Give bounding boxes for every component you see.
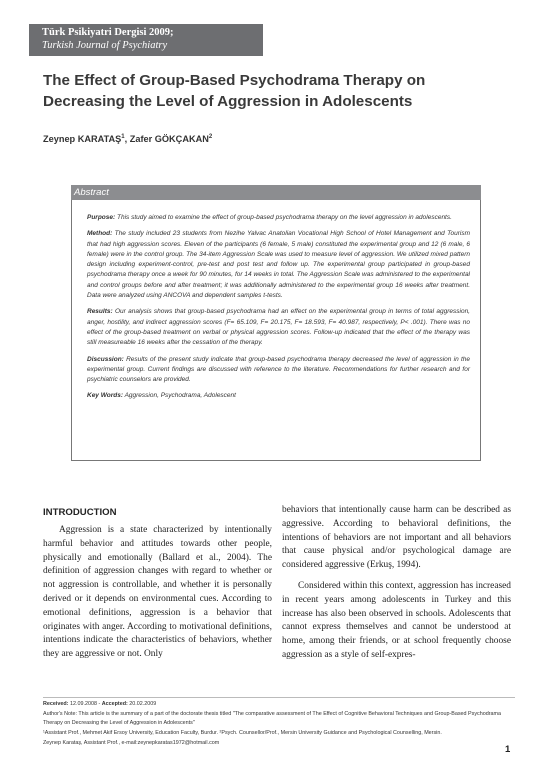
journal-name-en: Turkish Journal of Psychiatry bbox=[42, 40, 168, 51]
author-affiliation-mark: 1 bbox=[121, 134, 125, 140]
abstract-label: Discussion: bbox=[87, 355, 124, 363]
received-date: 12.09.2008 - bbox=[68, 701, 102, 707]
accepted-date: 20.02.2009 bbox=[127, 701, 157, 707]
author-line bbox=[43, 134, 212, 144]
author-name: Zafer GÖKÇAKAN bbox=[129, 134, 209, 145]
abstract-method bbox=[87, 229, 470, 301]
body-paragraph: Aggression is a state characterized by intentionally harmful behavior and attitudes towards other people, physically and emotionally (Ballard et al., 2004). The definition of aggression changes with regard to whether or not aggression is controllable, and whether it is personally derived or it depends on environmental cues. According to emotional definitions, aggression is a behavior that originates with anger. According to motivational definitions, intentions indicate the characteristics of behaviors, whether they are aggressive or not. Only bbox=[43, 525, 272, 660]
contact-line: Zeynep Karataş, Assistant Prof., e-mail:zeynepkaratas1972@hotmail.com bbox=[43, 739, 220, 746]
abstract-text: Our analysis shows that group-based psychodrama had an effect on the experimental group in terms of total aggression, anger, hostility, and indirect aggression scores (F= 65.109, F= 20.175, F= 18.593, F= 40.987, respectively, P< .001). There was no effect of the group-based treatment on verbal or physical aggression scores. Follow-up indicated that the effect of the therapy was still measureable 16 weeks after the cessation of the therapy. bbox=[87, 308, 470, 347]
page-number: 1 bbox=[505, 744, 511, 755]
section-heading: INTRODUCTION bbox=[43, 507, 117, 518]
abstract-text: The study included 23 students from Nezihe Yalvac Anatolian Vocational High School of Hotel Management and Tourism that had high aggression scores. Eleven of the participants (6 female, 5 male) constituted the experimental group and 12 (6 male, 6 female) were in the control group. The 34-item Aggression Scale was used to measure level of aggression. We utilized mixed pattern design including experiment-control, pre-test and post test and follow up. The experimental group participated in group-based psychodrama therapy once a week for 90 minutes, for 14 weeks in total. The Aggression Scale was administered to the experimental and control groups before and after treatment; it was additionally administered to the experimental group 16 weeks after treatment. Data were analyzed using ANCOVA and dependent samples t-tests. bbox=[87, 230, 470, 300]
affiliations: ¹Assistant Prof., Mehmet Akif Ersoy University, Education Faculty, Burdur. ²Psych. Counsellor/Prof., Mersin University Guidance and Psychological Counselling, Mersin. bbox=[43, 729, 442, 736]
journal-name-tr: Türk Psikiyatri Dergisi 2009; bbox=[42, 27, 174, 38]
received-label: Received: bbox=[43, 701, 69, 707]
abstract-label: Method: bbox=[87, 230, 113, 238]
left-column bbox=[43, 506, 272, 662]
abstract-text: This study aimed to examine the effect of group-based psychodrama therapy on the level aggression in adolescents. bbox=[115, 214, 452, 221]
body-paragraph: behaviors that intentionally cause harm can be described as aggressive. According to behavioral definitions, the intentions of behaviors are not important and all behaviors that cause physical and/or psychological damage are considered aggressive (Erkuş, 1994). bbox=[282, 505, 511, 571]
received-accepted-line bbox=[43, 700, 515, 709]
abstract-label: Results: bbox=[87, 308, 113, 316]
abstract-discussion bbox=[87, 355, 470, 386]
abstract-heading: Abstract bbox=[71, 185, 481, 200]
abstract-label: Key Words: bbox=[87, 392, 123, 400]
accepted-label: Accepted: bbox=[101, 701, 128, 707]
abstract-keywords bbox=[87, 391, 470, 401]
footnote-divider bbox=[43, 697, 515, 698]
abstract-text: Results of the present study indicate that group-based psychodrama therapy decreased the level of aggression in the experimental group. Current findings are discussed with reference to the literature. Recommendations for further research and for psychiatric counselors are provided. bbox=[87, 355, 470, 384]
right-column bbox=[282, 504, 511, 663]
abstract-text: Aggression, Psychodrama, Adolescent bbox=[123, 392, 236, 400]
authors-note: Author's Note: This article is the summary of a part of the doctorate thesis titled "The comparative assessment of The Effect of Cognitive Behavioral Techniques and Group-Based Psychodrama Therapy on Decreasing the Level of Aggression in Adolescents" bbox=[43, 711, 501, 726]
author-affiliation-mark: 2 bbox=[208, 134, 213, 140]
article-title: The Effect of Group-Based Psychodrama Therapy on Decreasing the Level of Aggression in Adolescents bbox=[43, 72, 426, 110]
abstract-purpose bbox=[87, 213, 470, 223]
abstract-results bbox=[87, 307, 470, 348]
body-paragraph: Considered within this context, aggression has increased in recent years among adolescents in Turkey and this increase has also been observed in schools. Adolescents that cannot express themselves and cannot be understood at home, among their friends, or at school frequently choose aggression as a style of self-expres- bbox=[282, 580, 511, 660]
abstract-label: Purpose: bbox=[87, 214, 116, 221]
abstract-body bbox=[87, 213, 470, 408]
author-name: Zeynep KARATAŞ bbox=[43, 134, 122, 145]
journal-header-band bbox=[29, 24, 263, 56]
footnotes bbox=[43, 700, 515, 749]
author-separator: , bbox=[124, 134, 130, 145]
